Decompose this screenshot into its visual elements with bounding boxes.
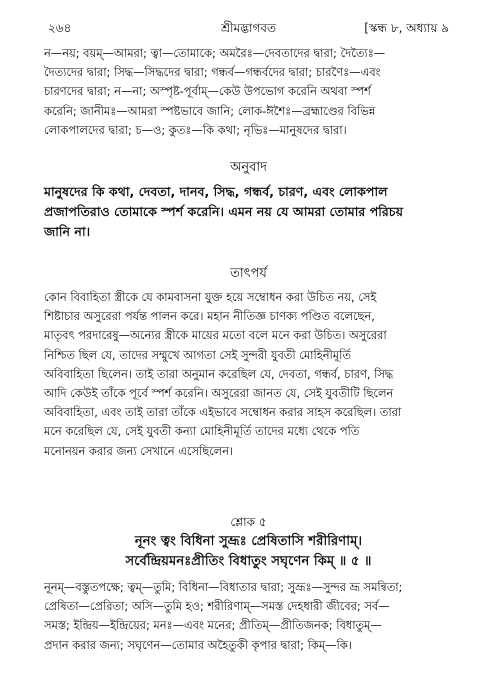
purport-heading: তাৎপর্য <box>230 266 267 281</box>
book-title: শ্রীমদ্ভাগবত <box>220 21 276 35</box>
page-number: ২৬৪ <box>48 21 72 35</box>
translation-heading: অনুবাদ <box>230 160 267 175</box>
page-header <box>48 20 449 38</box>
purport-line: অবিবাহিতা ছিলেন। তাই তারা অনুমান করেছিল যে, দেবতা, গন্ধর্ব, চারণ, সিদ্ধ <box>44 366 394 381</box>
synonym-line: প্রেষিতা—প্রেরিতা; অসি—তুমি হও; শরীরিণাম্—সমস্ত দেহধারী জীবের; সর্ব— <box>44 599 390 614</box>
synonym-line: সমস্ত; ইন্দ্রিয়—ইন্দ্রিয়ের; মনঃ—এবং মনের; প্রীতিম্—প্রীতিজনক; বিধাতুম্— <box>44 618 382 633</box>
purport-line: মাতৃবৎ পরদারেষু—অন্যের স্ত্রীকে মায়ের মতো বলে মনে করা উচিত। অসুরেরা <box>44 328 387 343</box>
purport-line: মনে করেছিল যে, সেই যুবতী কন্যা মোহিনীমূর্তি তাদের মধ্যে থেকে পতি <box>44 424 360 439</box>
chapter-reference: [স্কন্ধ ৮, অধ্যায় ৯ <box>364 21 449 35</box>
verse <box>44 532 453 572</box>
synonym-line: করেনি; জানীমঃ—আমরা স্পষ্টভাবে জানি; লোক-ঈশৈঃ—ব্রহ্মাণ্ডের বিভিন্ন <box>44 103 376 118</box>
synonym-line: নূনম্—বস্তুতপক্ষে; ত্বম্—তুমি; বিধিনা—বিধাতার দ্বারা; সুভ্রূঃ—সুন্দর ভ্রূ সমন্বিতা; <box>44 580 403 594</box>
synonym-line: দৈত্যদের দ্বারা; সিদ্ধ—সিদ্ধদের দ্বারা; গন্ধর্ব—গন্ধর্বদের দ্বারা; চারণৈঃ—এবং <box>44 65 381 80</box>
synonym-line: প্রদান করার জন্য; সঘৃণেন—তোমার অহৈতুকী কৃপার দ্বারা; কিম্—কি। <box>44 637 352 652</box>
translation-line: জানি না। <box>44 224 91 239</box>
purport-line: শিষ্টাচার অসুরেরা পর্যন্ত পালন করে। মহান নীতিজ্ঞ চাণক্য পণ্ডিত বলেছেন, <box>44 309 375 324</box>
purport-line: অবিবাহিতা, এবং তাই তারা তাঁকে এইভাবে সম্বোধন করার সাহস করেছিল। তারা <box>44 405 402 420</box>
synonyms-top <box>44 44 453 140</box>
verse-line: নূনং ত্বং বিধিনা সুভ্রূঃ প্রেষিতাসি শরীরিণাম্। <box>134 534 363 549</box>
translation-line: মানুষদের কি কথা, দেবতা, দানব, সিদ্ধ, গন্ধর্ব, চারণ, এবং লোকপাল <box>44 184 388 199</box>
verse-label: শ্লোক ৫ <box>230 515 267 529</box>
purport-line: কোন বিবাহিতা স্ত্রীকে যে কামবাসনা যুক্ত হয়ে সম্বোধন করা উচিত নয়, সেই <box>44 290 377 304</box>
purport-line: নিশ্চিত ছিল যে, তাদের সম্মুখে আগতা সেই সুন্দরী যুবতী মোহিনীমূর্তি <box>44 347 351 362</box>
verse-line: সর্বেন্দ্রিয়মনঃপ্রীতিং বিধাতুং সঘৃণেন কিম্ ॥ ৫ ॥ <box>125 554 372 569</box>
translation-line: প্রজাপতিরাও তোমাকে স্পর্শ করেনি। এমন নয় যে আমরা তোমার পরিচয় <box>44 204 404 219</box>
purport-line: আদি কেউই তাঁকে পূর্বে স্পর্শ করেনি। অসুরেরা জানত যে, সেই যুবতীটি ছিলেন <box>44 386 394 401</box>
synonym-line: লোকপালদের দ্বারা; চ—ও; কুতঃ—কি কথা; নৃভিঃ—মানুষদের দ্বারা। <box>44 122 347 137</box>
synonym-line: ন—নয়; বয়ম্—আমরা; ত্বা—তোমাকে; অমরৈঃ—দেবতাদের দ্বারা; দৈত্যৈঃ— <box>44 46 386 60</box>
translation <box>44 182 453 242</box>
synonym-line: চারণদের দ্বারা; ন—না; অস্পৃষ্ট-পূর্বাম্—কেউ উপভোগ করেনি অথবা স্পর্শ <box>44 84 371 99</box>
purport <box>44 288 453 461</box>
purport-line: মনোনয়ন করার জন্য সেখানে এসেছিলেন। <box>44 443 234 458</box>
synonyms-bottom <box>44 578 453 655</box>
